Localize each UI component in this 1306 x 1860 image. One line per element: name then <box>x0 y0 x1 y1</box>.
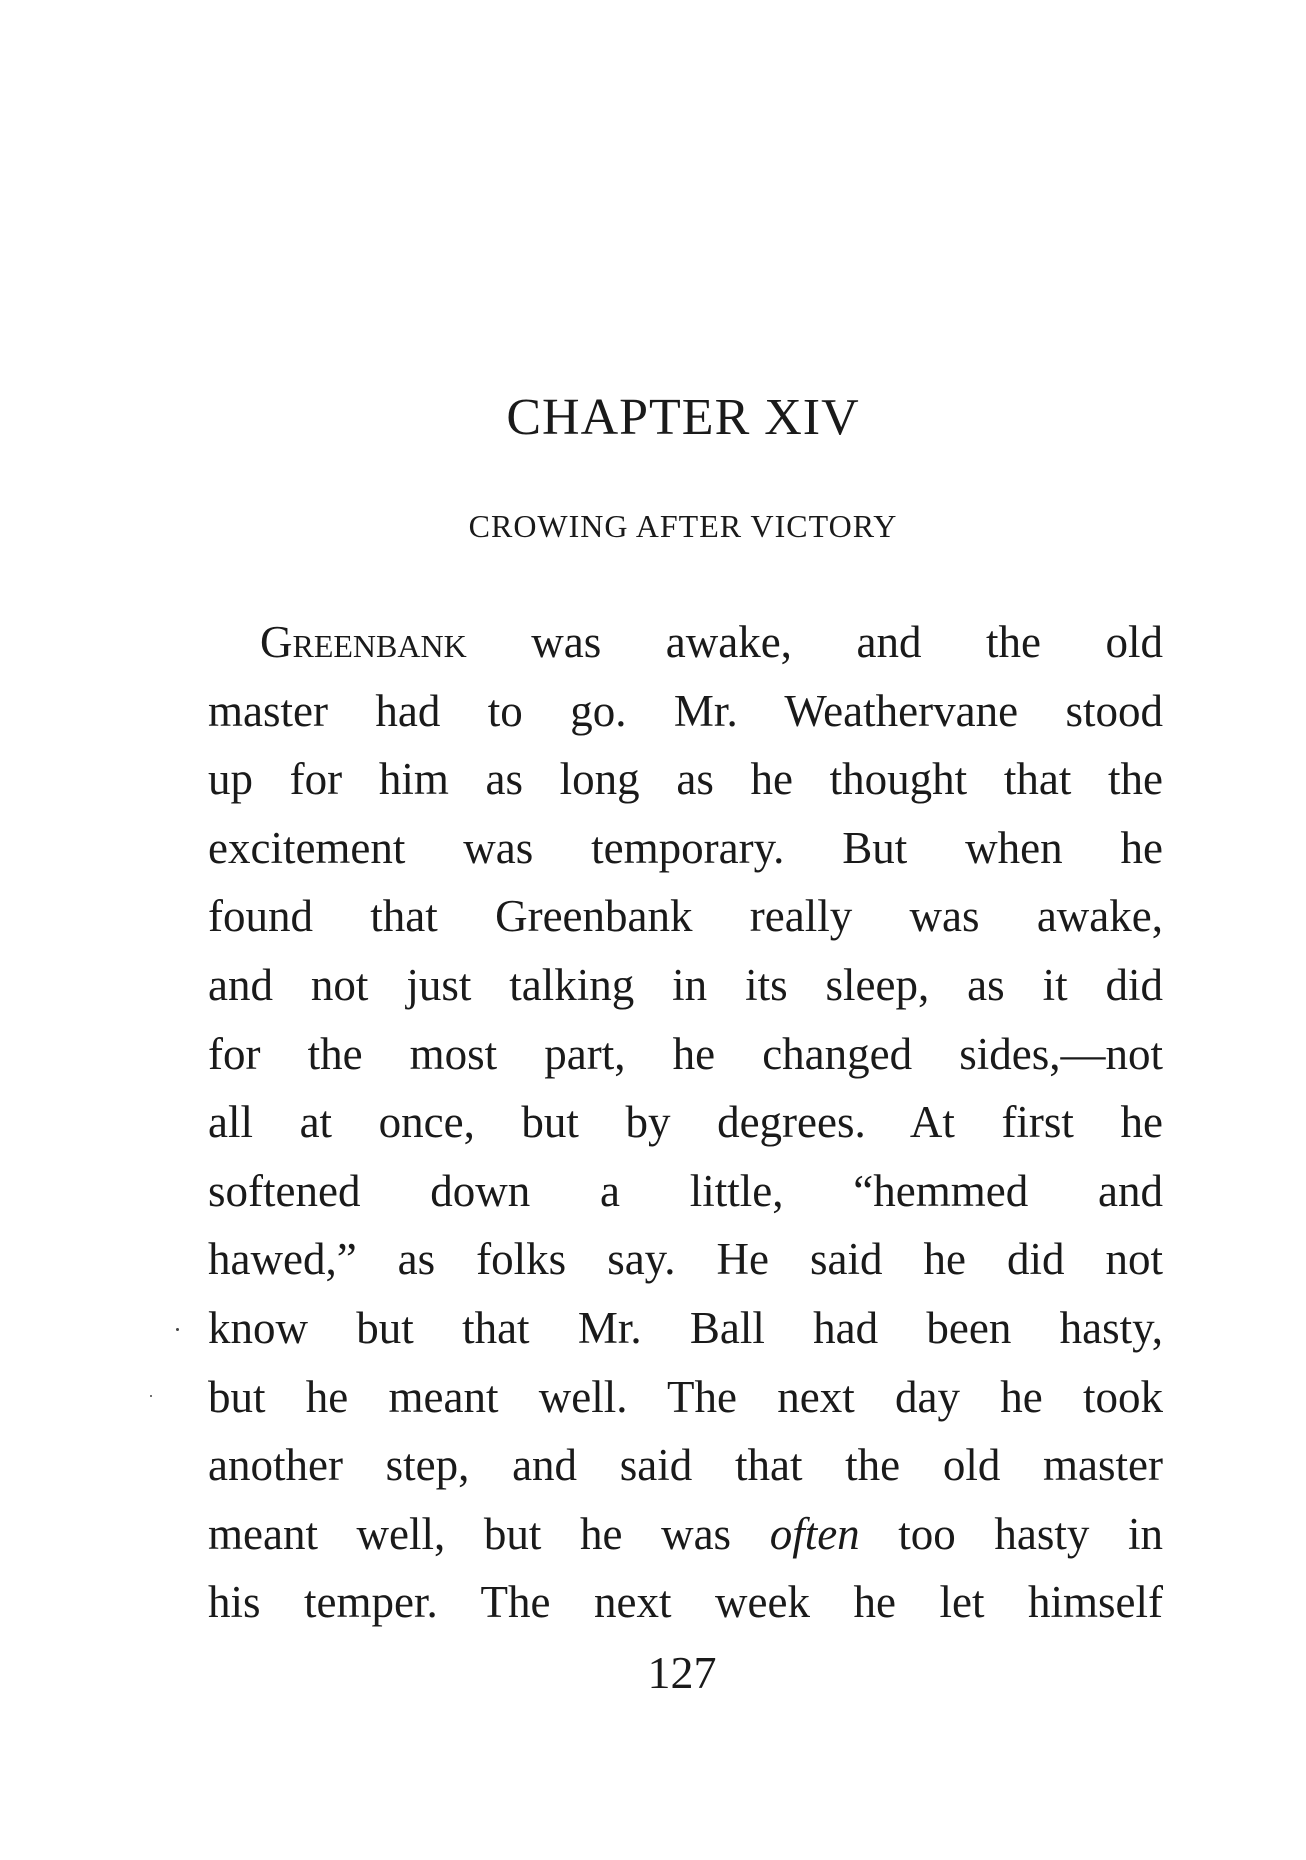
scan-speck <box>150 1395 152 1397</box>
text-line: hawed,” as folks say. He said he did not <box>208 1234 1163 1285</box>
page-number: 127 <box>647 1647 717 1698</box>
scan-speck <box>176 1328 179 1331</box>
line-text: too hasty in <box>859 1508 1163 1559</box>
text-line: all at once, but by degrees. At first he <box>208 1097 1163 1148</box>
chapter-subtitle: CROWING AFTER VICTORY <box>468 508 898 544</box>
text-line: know but that Mr. Ball had been hasty, <box>208 1302 1163 1353</box>
text-line: but he meant well. The next day he took <box>208 1371 1163 1422</box>
text-line: up for him as long as he thought that the <box>208 754 1163 805</box>
text-line <box>208 608 1163 677</box>
body-text <box>208 608 1163 1637</box>
line-text: meant well, but he was <box>208 1508 770 1559</box>
text-line: another step, and said that the old master <box>208 1440 1163 1491</box>
lead-word-smallcaps: Greenbank <box>260 617 467 667</box>
text-line: excitement was temporary. But when he <box>208 822 1163 873</box>
text-line: his temper. The next week he let himself <box>208 1577 1163 1628</box>
text-line: softened down a little, “hemmed and <box>208 1165 1163 1216</box>
line-text: was awake, and the old <box>466 617 1163 667</box>
text-line: found that Greenbank really was awake, <box>208 891 1163 942</box>
text-line: master had to go. Mr. Weathervane stood <box>208 685 1163 736</box>
text-line: for the most part, he changed sides,—not <box>208 1028 1163 1079</box>
italic-word: often <box>769 1508 860 1559</box>
text-line: and not just talking in its sleep, as it did <box>208 959 1163 1010</box>
text-line <box>208 1500 1163 1569</box>
chapter-title: CHAPTER XIV <box>506 389 860 446</box>
